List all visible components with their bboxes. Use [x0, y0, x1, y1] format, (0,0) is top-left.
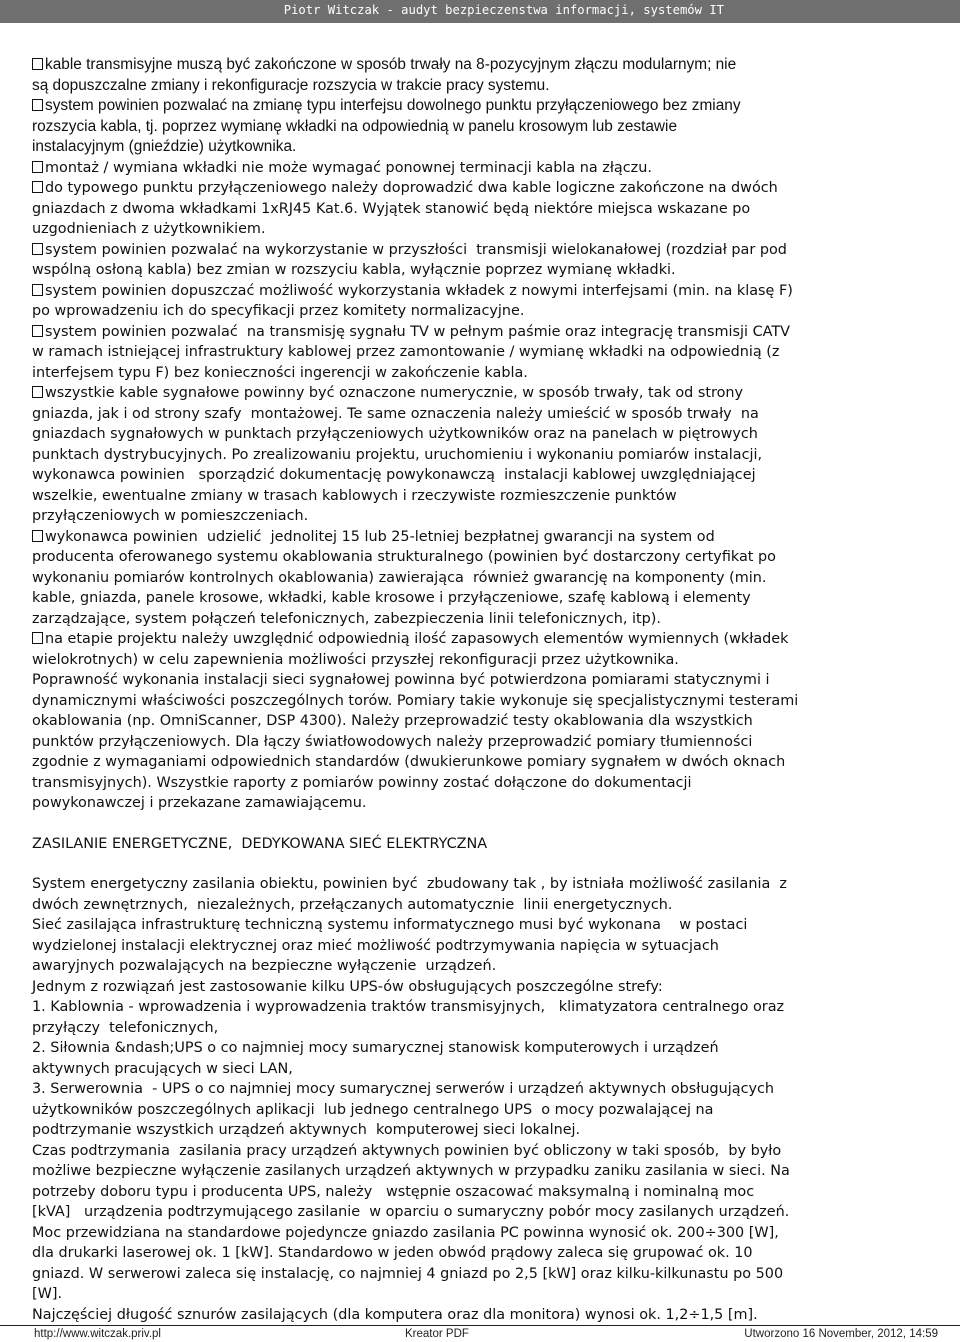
footer-url-link[interactable]: http://www.witczak.priv.pl: [34, 1328, 161, 1340]
checkbox-bullet-icon: [32, 632, 43, 644]
page-footer: [0, 1325, 960, 1342]
bullet-item: na etapie projektu należy uwzględnić odpowiednią ilość zapasowych elementów wymiennych (wkładek wielokrotnych) w celu zapewnienia możliwości przyszłej rekonfiguracji przez użytkownika.: [32, 631, 789, 668]
bullet-item: system powinien pozwalać na wykorzystanie w przyszłości transmisji wielokanałowej (rozdział par pod wspólną osłoną kabla) bez zmian w rozszyciu kabla, wyłącznie poprzez wymianę wkładki.: [32, 241, 787, 278]
bullet-item: kable transmisyjne muszą być zakończone w sposób trwały na 8-pozycyjnym złączu modularnym; nie są dopuszczalne zmiany i rekonfiguracje rozszycia w trakcie pracy systemu.: [32, 56, 737, 94]
bullet-item: system powinien pozwalać na zmianę typu interfejsu dowolnego punktu przyłączeniowego bez zmiany rozszycia kabla, tj. poprzez wymianę wkładki na odpowiednią w panelu krosowym lub zestawie instalacyjnym (gnieździe) użytkownika.: [32, 97, 741, 155]
testing-paragraph: Poprawność wykonania instalacji sieci sygnałowej powinna być potwierdzona pomiarami statycznymi i dynamicznymi właściwości poszczególnych torów. Pomiary takie wykonuje się specjalistycznymi testerami okablowania (np. OmniScanner, DSP 4300). Należy przeprowadzić testy okablowania dla wszystkich punktów przyłączeniowych. Dla łączy światłowodowych należy przeprowadzić pomiary tłumienności zgodnie z wymaganiami odpowiednich standardów (dwukierunkowe pomiary sygnałem w dwóch oknach transmisyjnych). Wszystkie raporty z pomiarów powinny zostać dołączone do dokumentacji powykonawczej i przekazane zamawiającemu.: [32, 672, 799, 811]
section-heading: ZASILANIE ENERGETYCZNE, DEDYKOWANA SIEĆ ELEKTRYCZNA: [32, 835, 488, 852]
checkbox-bullet-icon: [32, 386, 43, 398]
bullet-item: system powinien dopuszczać możliwość wykorzystania wkładek z nowymi interfejsami (min. na klasę F) po wprowadzeniu ich do specyfikacji przez komitety normalizacyjne.: [32, 282, 793, 319]
checkbox-bullet-icon: [32, 58, 43, 70]
checkbox-bullet-icon: [32, 161, 43, 173]
checkbox-bullet-icon: [32, 99, 43, 111]
footer-generator: Kreator PDF: [405, 1328, 469, 1340]
checkbox-bullet-icon: [32, 243, 43, 255]
footer-created-date: Utworzono 16 November, 2012, 14:59: [744, 1328, 938, 1340]
checkbox-bullet-icon: [32, 325, 43, 337]
checkbox-bullet-icon: [32, 181, 43, 193]
checkbox-bullet-icon: [32, 530, 43, 542]
page-header: [0, 0, 960, 23]
document-body: [32, 55, 932, 1325]
bullet-item: montaż / wymiana wkładki nie może wymagać ponownej terminacji kabla na złączu.: [32, 158, 932, 179]
bullet-item: wykonawca powinien udzielić jednolitej 15 lub 25-letniej bezpłatnej gwarancji na system od producenta oferowanego systemu okablowania strukturalnego (powinien być dostarczony certyfikat po wykonaniu pomiarów kontrolnych okablowania) zawierająca również gwarancję na komponenty (min. kable, gniazda, panele krosowe, wkładki, kable krosowe i przyłączeniowe, szafę kablową i elementy zarządzające, system połączeń telefonicznych, zabezpieczenia linii telefonicznych, itp).: [32, 528, 776, 627]
power-paragraph: System energetyczny zasilania obiektu, powinien być zbudowany tak , by istniała możliwość zasilania z dwóch zewnętrznych, niezależnych, przełączanych automatycznie linii energetycznych. Sieć zasilająca infrastrukturę techniczną systemu informatycznego musi być wykonana w postaci wydzielonej instalacji elektrycznej oraz mieć możliwość podtrzymywania napięcia w sytuacjach awaryjnych pozwalających na bezpieczne wyłączenie urządzeń. Jednym z rozwiązań jest zastosowanie kilku UPS-ów obsługujących poszczególne strefy: 1. Kablownia - wprowadzenia i wyprowadzenia traktów transmisyjnych, klimatyzatora centralnego oraz przyłączy telefonicznych, 2. Siłownia &ndash;UPS o co najmniej mocy sumarycznej stanowisk komputerowych i urządzeń aktywnych pracujących w sieci LAN, 3. Serwerownia - UPS o co najmniej mocy sumarycznej serwerów i urządzeń aktywnych obsługujących użytkowników poszczególnych aplikacji lub jednego centralnego UPS o mocy pozwalającej na podtrzymanie wszystkich urządzeń aktywnych komputerowej sieci lokalnej. Czas podtrzymania zasilania pracy urządzeń aktywnych powinien być obliczony w taki sposób, by było możliwe bezpieczne wyłączenie zasilanych urządzeń aktywnych w przypadku zaniku zasilania w sieci. Na potrzeby doboru typu i producenta UPS, należy wstępnie oszacować maksymalną i nominalną moc [kVA] urządzenia podtrzymującego zasilanie w oparciu o sumaryczny pobór mocy zasilanych urządzeń. Moc przewidziana na standardowe pojedyncze gniazdo zasilania PC powinna wynosić ok. 200÷300 [W], dla drukarki laserowej ok. 1 [kW]. Standardowo w jeden obwód prądowy zaleca się grupować ok. 10 gniazd. W serwerowi zaleca się instalację, co najmniej 4 gniazd po 2,5 [kW] oraz kilku-kilkunastu po 500 [W]. Najczęściej długość sznurów zasilających (dla komputera oraz dla monitora) wynosi ok. 1,2÷1,5 [m].: [32, 876, 790, 1323]
bullet-item: system powinien pozwalać na transmisję sygnału TV w pełnym paśmie oraz integrację transmisji CATV w ramach istniejącej infrastruktury kablowej przez zamontowanie / wymianę wkładki na odpowiednią (z interfejsem typu F) bez konieczności ingerencji w zakończenie kabla.: [32, 323, 790, 381]
header-title: Piotr Witczak - audyt bezpieczenstwa informacji, systemów IT: [283, 3, 724, 17]
bullet-item: wszystkie kable sygnałowe powinny być oznaczone numerycznie, w sposób trwały, tak od strony gniazda, jak i od strony szafy montażowej. Te same oznaczenia należy umieścić w sposób trwały na gniazdach sygnałowych w punktach przyłączeniowych użytkowników oraz na panelach w piętrowych punktach dystrybucyjnych. Po zrealizowaniu projektu, uruchomieniu i wykonaniu pomiarów instalacji, wykonawca powinien sporządzić dokumentację powykonawczą instalacji kablowej uwzględniającej wszelkie, ewentualne zmiany w trasach kablowych i rzeczywiste rozmieszczenie punktów przyłączeniowych w pomieszczeniach.: [32, 385, 763, 524]
checkbox-bullet-icon: [32, 284, 43, 296]
bullet-item: do typowego punktu przyłączeniowego należy doprowadzić dwa kable logiczne zakończone na dwóch gniazdach z dwoma wkładkami 1xRJ45 Kat.6. Wyjątek stanowić będą niektóre miejsca wskazane po uzgodnieniach z użytkownikiem.: [32, 180, 778, 237]
